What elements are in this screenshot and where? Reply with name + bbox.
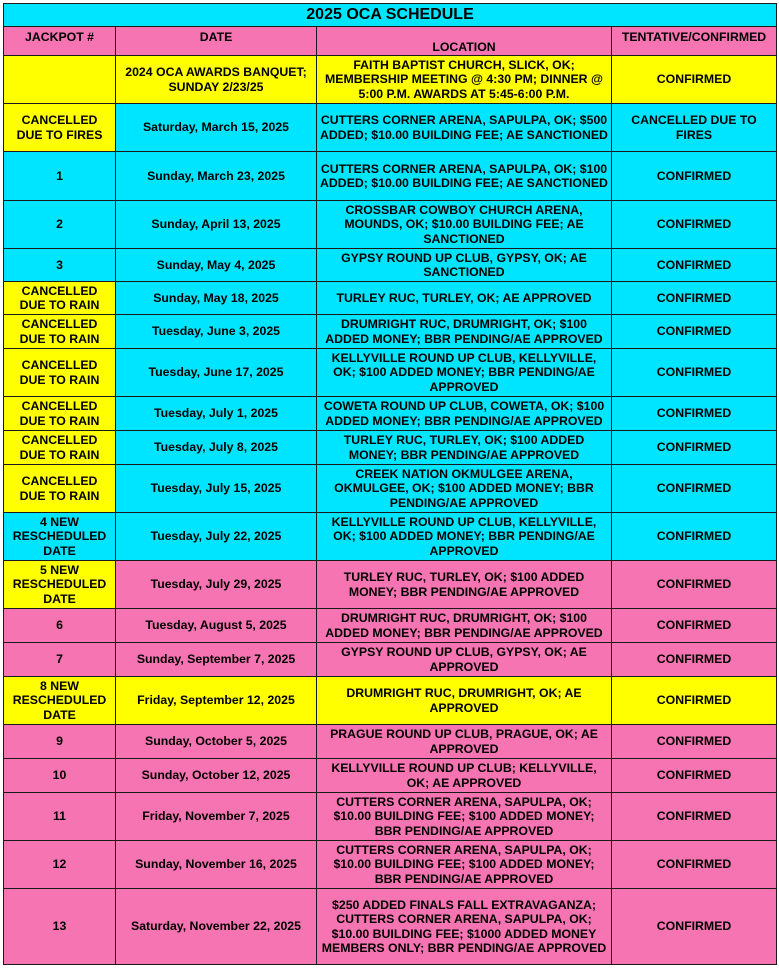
location-cell: KELLYVILLE ROUND UP CLUB; KELLYVILLE, OK; AE APPROVED xyxy=(317,759,612,793)
jackpot-cell: 8 NEW RESCHEDULED DATE xyxy=(4,677,116,725)
status-cell: CONFIRMED xyxy=(612,282,777,315)
date-cell: Friday, September 12, 2025 xyxy=(116,677,317,725)
date-cell: Saturday, March 15, 2025 xyxy=(116,104,317,152)
jackpot-cell: 3 xyxy=(4,249,116,282)
status-cell: CANCELLED DUE TO FIRES xyxy=(612,104,777,152)
status-cell: CONFIRMED xyxy=(612,152,777,201)
table-row xyxy=(4,513,777,561)
table-row xyxy=(4,315,777,349)
date-cell: Sunday, October 5, 2025 xyxy=(116,725,317,759)
title-row xyxy=(4,4,777,27)
table-row xyxy=(4,152,777,201)
table-row xyxy=(4,349,777,397)
date-cell: Tuesday, June 17, 2025 xyxy=(116,349,317,397)
jackpot-cell: 6 xyxy=(4,609,116,643)
date-cell: Tuesday, July 8, 2025 xyxy=(116,431,317,465)
table-row xyxy=(4,282,777,315)
status-cell: CONFIRMED xyxy=(612,609,777,643)
jackpot-cell xyxy=(4,56,116,104)
table-row xyxy=(4,397,777,431)
table-row xyxy=(4,725,777,759)
date-cell: 2024 OCA AWARDS BANQUET; SUNDAY 2/23/25 xyxy=(116,56,317,104)
table-row xyxy=(4,56,777,104)
jackpot-cell: 10 xyxy=(4,759,116,793)
date-cell: Sunday, September 7, 2025 xyxy=(116,643,317,677)
status-cell: CONFIRMED xyxy=(612,201,777,249)
table-row xyxy=(4,677,777,725)
schedule-title: 2025 OCA SCHEDULE xyxy=(4,4,777,27)
date-cell: Friday, November 7, 2025 xyxy=(116,793,317,841)
location-cell: PRAGUE ROUND UP CLUB, PRAGUE, OK; AE APPROVED xyxy=(317,725,612,759)
jackpot-cell: 13 xyxy=(4,889,116,965)
location-cell: $250 ADDED FINALS FALL EXTRAVAGANZA; CUTTERS CORNER ARENA, SAPULPA, OK; $10.00 BUILDING FEE; $1000 ADDED MONEY MEMBERS ONLY; BBR PENDING/AE APPROVED xyxy=(317,889,612,965)
status-cell: CONFIRMED xyxy=(612,249,777,282)
status-cell: CONFIRMED xyxy=(612,315,777,349)
header-status: TENTATIVE/CONFIRMED xyxy=(612,27,777,56)
status-cell: CONFIRMED xyxy=(612,759,777,793)
location-cell: KELLYVILLE ROUND UP CLUB, KELLYVILLE, OK; $100 ADDED MONEY; BBR PENDING/AE APPROVED xyxy=(317,513,612,561)
location-cell: GYPSY ROUND UP CLUB, GYPSY, OK; AE APPROVED xyxy=(317,643,612,677)
jackpot-cell: 4 NEW RESCHEDULED DATE xyxy=(4,513,116,561)
date-cell: Tuesday, June 3, 2025 xyxy=(116,315,317,349)
date-cell: Sunday, November 16, 2025 xyxy=(116,841,317,889)
location-cell: CROSSBAR COWBOY CHURCH ARENA, MOUNDS, OK; $10.00 BUILDING FEE; AE SANCTIONED xyxy=(317,201,612,249)
date-cell: Sunday, April 13, 2025 xyxy=(116,201,317,249)
status-cell: CONFIRMED xyxy=(612,513,777,561)
jackpot-cell: CANCELLED DUE TO RAIN xyxy=(4,282,116,315)
date-cell: Tuesday, July 29, 2025 xyxy=(116,561,317,609)
status-cell: CONFIRMED xyxy=(612,397,777,431)
location-cell: DRUMRIGHT RUC, DRUMRIGHT, OK; $100 ADDED MONEY; BBR PENDING/AE APPROVED xyxy=(317,609,612,643)
location-cell: COWETA ROUND UP CLUB, COWETA, OK; $100 ADDED MONEY; BBR PENDING/AE APPROVED xyxy=(317,397,612,431)
location-cell: CREEK NATION OKMULGEE ARENA, OKMULGEE, OK; $100 ADDED MONEY; BBR PENDING/AE APPROVED xyxy=(317,465,612,513)
table-row xyxy=(4,609,777,643)
location-cell: GYPSY ROUND UP CLUB, GYPSY, OK; AE SANCTIONED xyxy=(317,249,612,282)
jackpot-cell: CANCELLED DUE TO RAIN xyxy=(4,315,116,349)
jackpot-cell: CANCELLED DUE TO RAIN xyxy=(4,465,116,513)
table-row xyxy=(4,431,777,465)
table-row xyxy=(4,759,777,793)
location-cell: DRUMRIGHT RUC, DRUMRIGHT, OK; AE APPROVED xyxy=(317,677,612,725)
date-cell: Sunday, May 18, 2025 xyxy=(116,282,317,315)
jackpot-cell: 12 xyxy=(4,841,116,889)
date-cell: Sunday, March 23, 2025 xyxy=(116,152,317,201)
date-cell: Tuesday, July 22, 2025 xyxy=(116,513,317,561)
header-row xyxy=(4,27,777,56)
schedule-table xyxy=(3,3,777,965)
status-cell: CONFIRMED xyxy=(612,465,777,513)
date-cell: Tuesday, July 1, 2025 xyxy=(116,397,317,431)
table-row xyxy=(4,249,777,282)
jackpot-cell: 2 xyxy=(4,201,116,249)
location-cell: TURLEY RUC, TURLEY, OK; $100 ADDED MONEY; BBR PENDING/AE APPROVED xyxy=(317,431,612,465)
table-row xyxy=(4,841,777,889)
status-cell: CONFIRMED xyxy=(612,561,777,609)
header-location: LOCATION xyxy=(317,27,612,56)
location-cell: CUTTERS CORNER ARENA, SAPULPA, OK; $10.00 BUILDING FEE; $100 ADDED MONEY; BBR PENDING/AE APPROVED xyxy=(317,793,612,841)
date-cell: Sunday, October 12, 2025 xyxy=(116,759,317,793)
location-cell: FAITH BAPTIST CHURCH, SLICK, OK; MEMBERSHIP MEETING @ 4:30 PM; DINNER @ 5:00 P.M. AWARDS AT 5:45-6:00 P.M. xyxy=(317,56,612,104)
status-cell: CONFIRMED xyxy=(612,677,777,725)
table-row xyxy=(4,561,777,609)
status-cell: CONFIRMED xyxy=(612,889,777,965)
status-cell: CONFIRMED xyxy=(612,793,777,841)
location-cell: CUTTERS CORNER ARENA, SAPULPA, OK; $100 ADDED; $10.00 BUILDING FEE; AE SANCTIONED xyxy=(317,152,612,201)
table-row xyxy=(4,104,777,152)
location-cell: KELLYVILLE ROUND UP CLUB, KELLYVILLE, OK; $100 ADDED MONEY; BBR PENDING/AE APPROVED xyxy=(317,349,612,397)
location-cell: CUTTERS CORNER ARENA, SAPULPA, OK; $10.00 BUILDING FEE; $100 ADDED MONEY; BBR PENDING/AE APPROVED xyxy=(317,841,612,889)
header-date: DATE xyxy=(116,27,317,56)
status-cell: CONFIRMED xyxy=(612,725,777,759)
location-cell: DRUMRIGHT RUC, DRUMRIGHT, OK; $100 ADDED MONEY; BBR PENDING/AE APPROVED xyxy=(317,315,612,349)
header-jackpot: JACKPOT # xyxy=(4,27,116,56)
table-row xyxy=(4,201,777,249)
date-cell: Tuesday, July 15, 2025 xyxy=(116,465,317,513)
jackpot-cell: CANCELLED DUE TO RAIN xyxy=(4,349,116,397)
table-row xyxy=(4,465,777,513)
table-row xyxy=(4,643,777,677)
jackpot-cell: CANCELLED DUE TO RAIN xyxy=(4,431,116,465)
date-cell: Tuesday, August 5, 2025 xyxy=(116,609,317,643)
status-cell: CONFIRMED xyxy=(612,431,777,465)
jackpot-cell: 11 xyxy=(4,793,116,841)
date-cell: Sunday, May 4, 2025 xyxy=(116,249,317,282)
jackpot-cell: 7 xyxy=(4,643,116,677)
status-cell: CONFIRMED xyxy=(612,349,777,397)
status-cell: CONFIRMED xyxy=(612,841,777,889)
jackpot-cell: 9 xyxy=(4,725,116,759)
location-cell: TURLEY RUC, TURLEY, OK; AE APPROVED xyxy=(317,282,612,315)
jackpot-cell: 5 NEW RESCHEDULED DATE xyxy=(4,561,116,609)
table-row xyxy=(4,889,777,965)
jackpot-cell: CANCELLED DUE TO RAIN xyxy=(4,397,116,431)
status-cell: CONFIRMED xyxy=(612,643,777,677)
date-cell: Saturday, November 22, 2025 xyxy=(116,889,317,965)
jackpot-cell: CANCELLED DUE TO FIRES xyxy=(4,104,116,152)
location-cell: TURLEY RUC, TURLEY, OK; $100 ADDED MONEY; BBR PENDING/AE APPROVED xyxy=(317,561,612,609)
location-cell: CUTTERS CORNER ARENA, SAPULPA, OK; $500 ADDED; $10.00 BUILDING FEE; AE SANCTIONED xyxy=(317,104,612,152)
jackpot-cell: 1 xyxy=(4,152,116,201)
table-row xyxy=(4,793,777,841)
status-cell: CONFIRMED xyxy=(612,56,777,104)
